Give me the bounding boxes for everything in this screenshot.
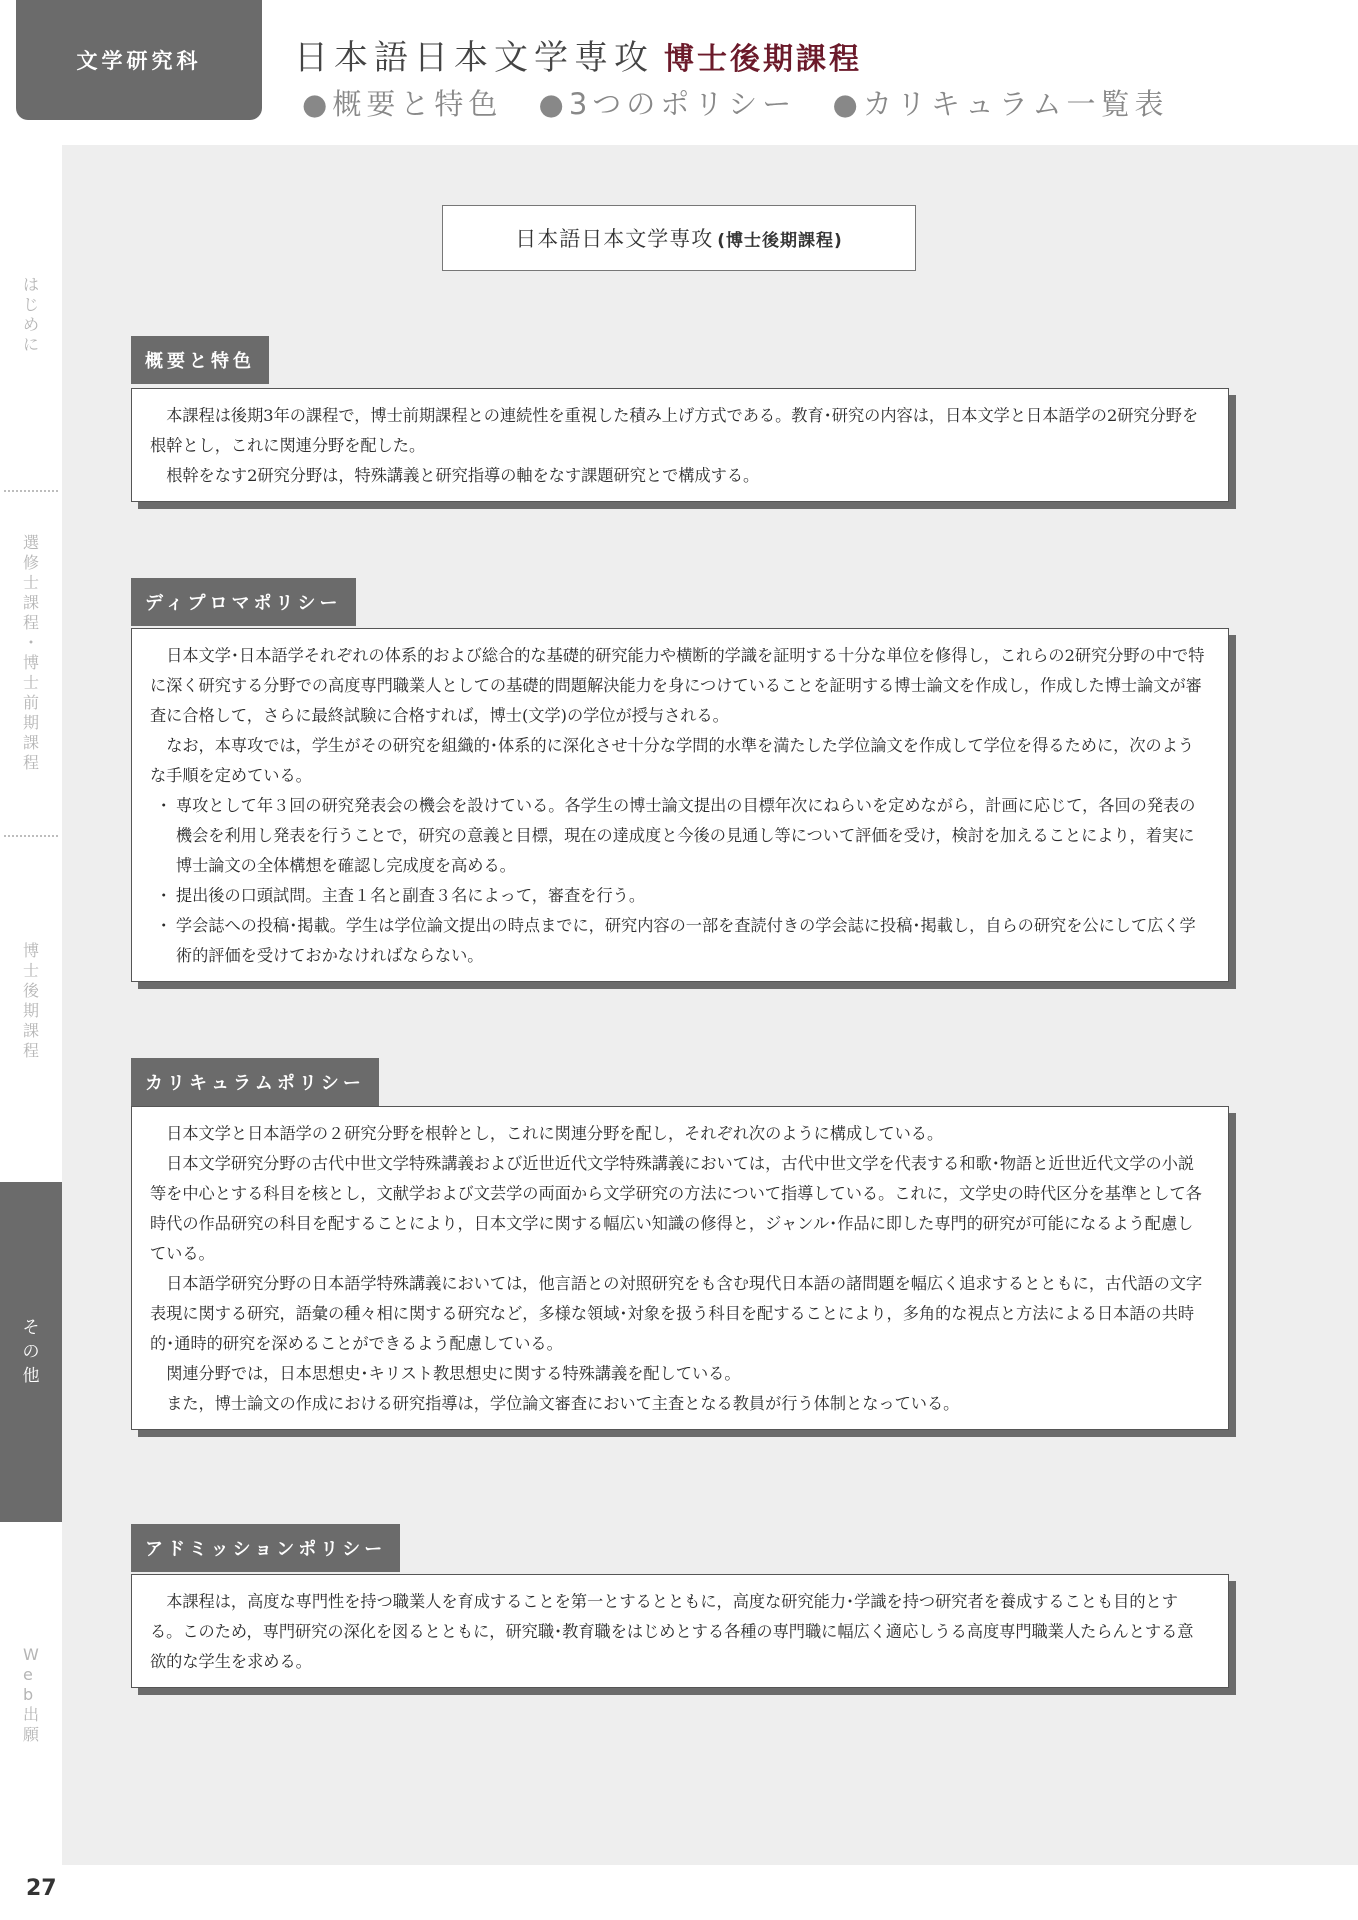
section-label-admission-policy: アドミッションポリシー [131, 1524, 400, 1572]
section-label-overview: 概要と特色 [131, 336, 269, 384]
page-title-sub: 博士後期課程 [664, 42, 862, 77]
sidebar-divider [4, 490, 58, 492]
list-item: ・ 提出後の口頭試問。主査１名と副査３名によって，審査を行う。 [176, 881, 1206, 911]
bullet-icon: ● [832, 87, 863, 121]
page-number: 27 [26, 1876, 57, 1901]
paragraph: 関連分野では，日本思想史･キリスト教思想史に関する特殊講義を配している。 [166, 1364, 741, 1383]
course-heading [442, 205, 916, 271]
bullet-icon: ・ [155, 796, 172, 815]
nav-item-policies[interactable]: ●3つのポリシー [538, 87, 797, 121]
section-box-curriculum-policy [131, 1106, 1229, 1430]
sidebar-item-label: 選 修 士 課 程 ・ 博 士 前 期 課 程 [22, 533, 39, 772]
sidebar-item-label: 博 士 後 期 課 程 [22, 941, 39, 1060]
page-title-main: 日本語日本文学専攻 [294, 38, 654, 78]
faculty-tab [16, 0, 262, 120]
page-title [294, 30, 862, 79]
sidebar-divider [4, 835, 58, 837]
sidebar [0, 145, 62, 1865]
sidebar-item-label: W e b 出 願 [22, 1645, 39, 1744]
paragraph: 日本文学と日本語学の２研究分野を根幹とし，これに関連分野を配し，それぞれ次のように構成している。 [166, 1124, 944, 1143]
sidebar-item-label: そ の 他 [22, 1318, 40, 1386]
paragraph: 日本文学･日本語学それぞれの体系的および総合的な基礎的研究能力や横断的学識を証明する十分な単位を修得し，これらの2研究分野の中で特に深く研究する分野での高度専門職業人としての基礎的問題解決能力を身につけていることを証明する博士論文を作成し，作成した博士論文が審査に合格して，さらに最終試験に合格すれば，博士(文学)の学位が授与される。 [150, 646, 1205, 725]
section-box-overview [131, 388, 1229, 502]
section-box-admission-policy [131, 1574, 1229, 1688]
list-item: ・ 学会誌への投稿･掲載。学生は学位論文提出の時点までに，研究内容の一部を査読付きの学会誌に投稿･掲載し，自らの研究を公にして広く学術的評価を受けておかなければならない。 [176, 911, 1206, 971]
sidebar-item-intro[interactable] [0, 275, 62, 355]
list-item: ・ 専攻として年３回の研究発表会の機会を設けている。各学生の博士論文提出の目標年次にねらいを定めながら，計画に応じて，各回の発表の機会を利用し発表を行うことで，研究の意義と目標，現在の達成度と今後の見通し等について評価を受け，検討を加えることにより，着実に博士論文の全体構想を確認し完成度を高める。 [176, 791, 1206, 881]
page-section-nav [302, 82, 1191, 123]
faculty-tab-label: 文学研究科 [76, 49, 202, 73]
paragraph: なお，本専攻では，学生がその研究を組織的･体系的に深化させ十分な学問的水準を満たした学位論文を作成して学位を得るために，次のような手順を定めている。 [150, 736, 1195, 785]
course-heading-sub: (博士後期課程) [717, 230, 843, 251]
course-heading-title: 日本語日本文学専攻 [515, 227, 714, 251]
section-label-curriculum-policy: カリキュラムポリシー [131, 1058, 379, 1106]
sidebar-item-label: は じ め に [22, 275, 39, 354]
bullet-icon: ・ [155, 886, 172, 905]
paragraph: 日本文学研究分野の古代中世文学特殊講義および近世近代文学特殊講義においては，古代中世文学を代表する和歌･物語と近世近代文学の小説等を中心とする科目を核とし，文献学および文芸学の両面から文学研究の方法について指導している。これに，文学史の時代区分を基準として各時代の作品研究の科目を配することにより，日本文学に関する幅広い知識の修得と，ジャンル･作品に即した専門的研究が可能になるよう配慮している。 [150, 1154, 1202, 1263]
paragraph: 根幹をなす2研究分野は，特殊講義と研究指導の軸をなす課題研究とで構成する。 [166, 466, 760, 485]
bullet-icon: ・ [155, 916, 172, 935]
sidebar-item-masters[interactable] [0, 533, 62, 773]
paragraph: 本課程は，高度な専門性を持つ職業人を育成することを第一とするとともに，高度な研究能力･学識を持つ研究者を養成することも目的とする。このため，専門研究の深化を図るとともに，研究職･教育職をはじめとする各種の専門職に幅広く適応しうる高度専門職業人たらんとする意欲的な学生を求める。 [150, 1592, 1194, 1671]
paragraph: また，博士論文の作成における研究指導は，学位論文審査において主査となる教員が行う体制となっている。 [166, 1394, 960, 1413]
nav-item-curriculum-list[interactable]: ●カリキュラム一覧表 [832, 87, 1169, 121]
sidebar-item-web-application[interactable] [0, 1645, 62, 1745]
section-box-diploma-policy [131, 628, 1229, 982]
nav-item-overview[interactable]: ●概要と特色 [302, 87, 503, 121]
sidebar-item-doctoral[interactable] [0, 941, 62, 1061]
paragraph: 本課程は後期3年の課程で，博士前期課程との連続性を重視した積み上げ方式である。教育･研究の内容は，日本文学と日本語学の2研究分野を根幹とし，これに関連分野を配した。 [150, 406, 1199, 455]
sidebar-item-other[interactable] [0, 1182, 62, 1522]
section-label-diploma-policy: ディプロマポリシー [131, 578, 356, 626]
paragraph: 日本語学研究分野の日本語学特殊講義においては，他言語との対照研究をも含む現代日本語の諸問題を幅広く追求するとともに，古代語の文字表現に関する研究，語彙の種々相に関する研究など，多様な領域･対象を扱う科目を配することにより，多角的な視点と方法による日本語の共時的･通時的研究を深めることができるよう配慮している。 [150, 1274, 1203, 1353]
bullet-icon: ● [538, 87, 569, 121]
bullet-icon: ● [302, 87, 333, 121]
